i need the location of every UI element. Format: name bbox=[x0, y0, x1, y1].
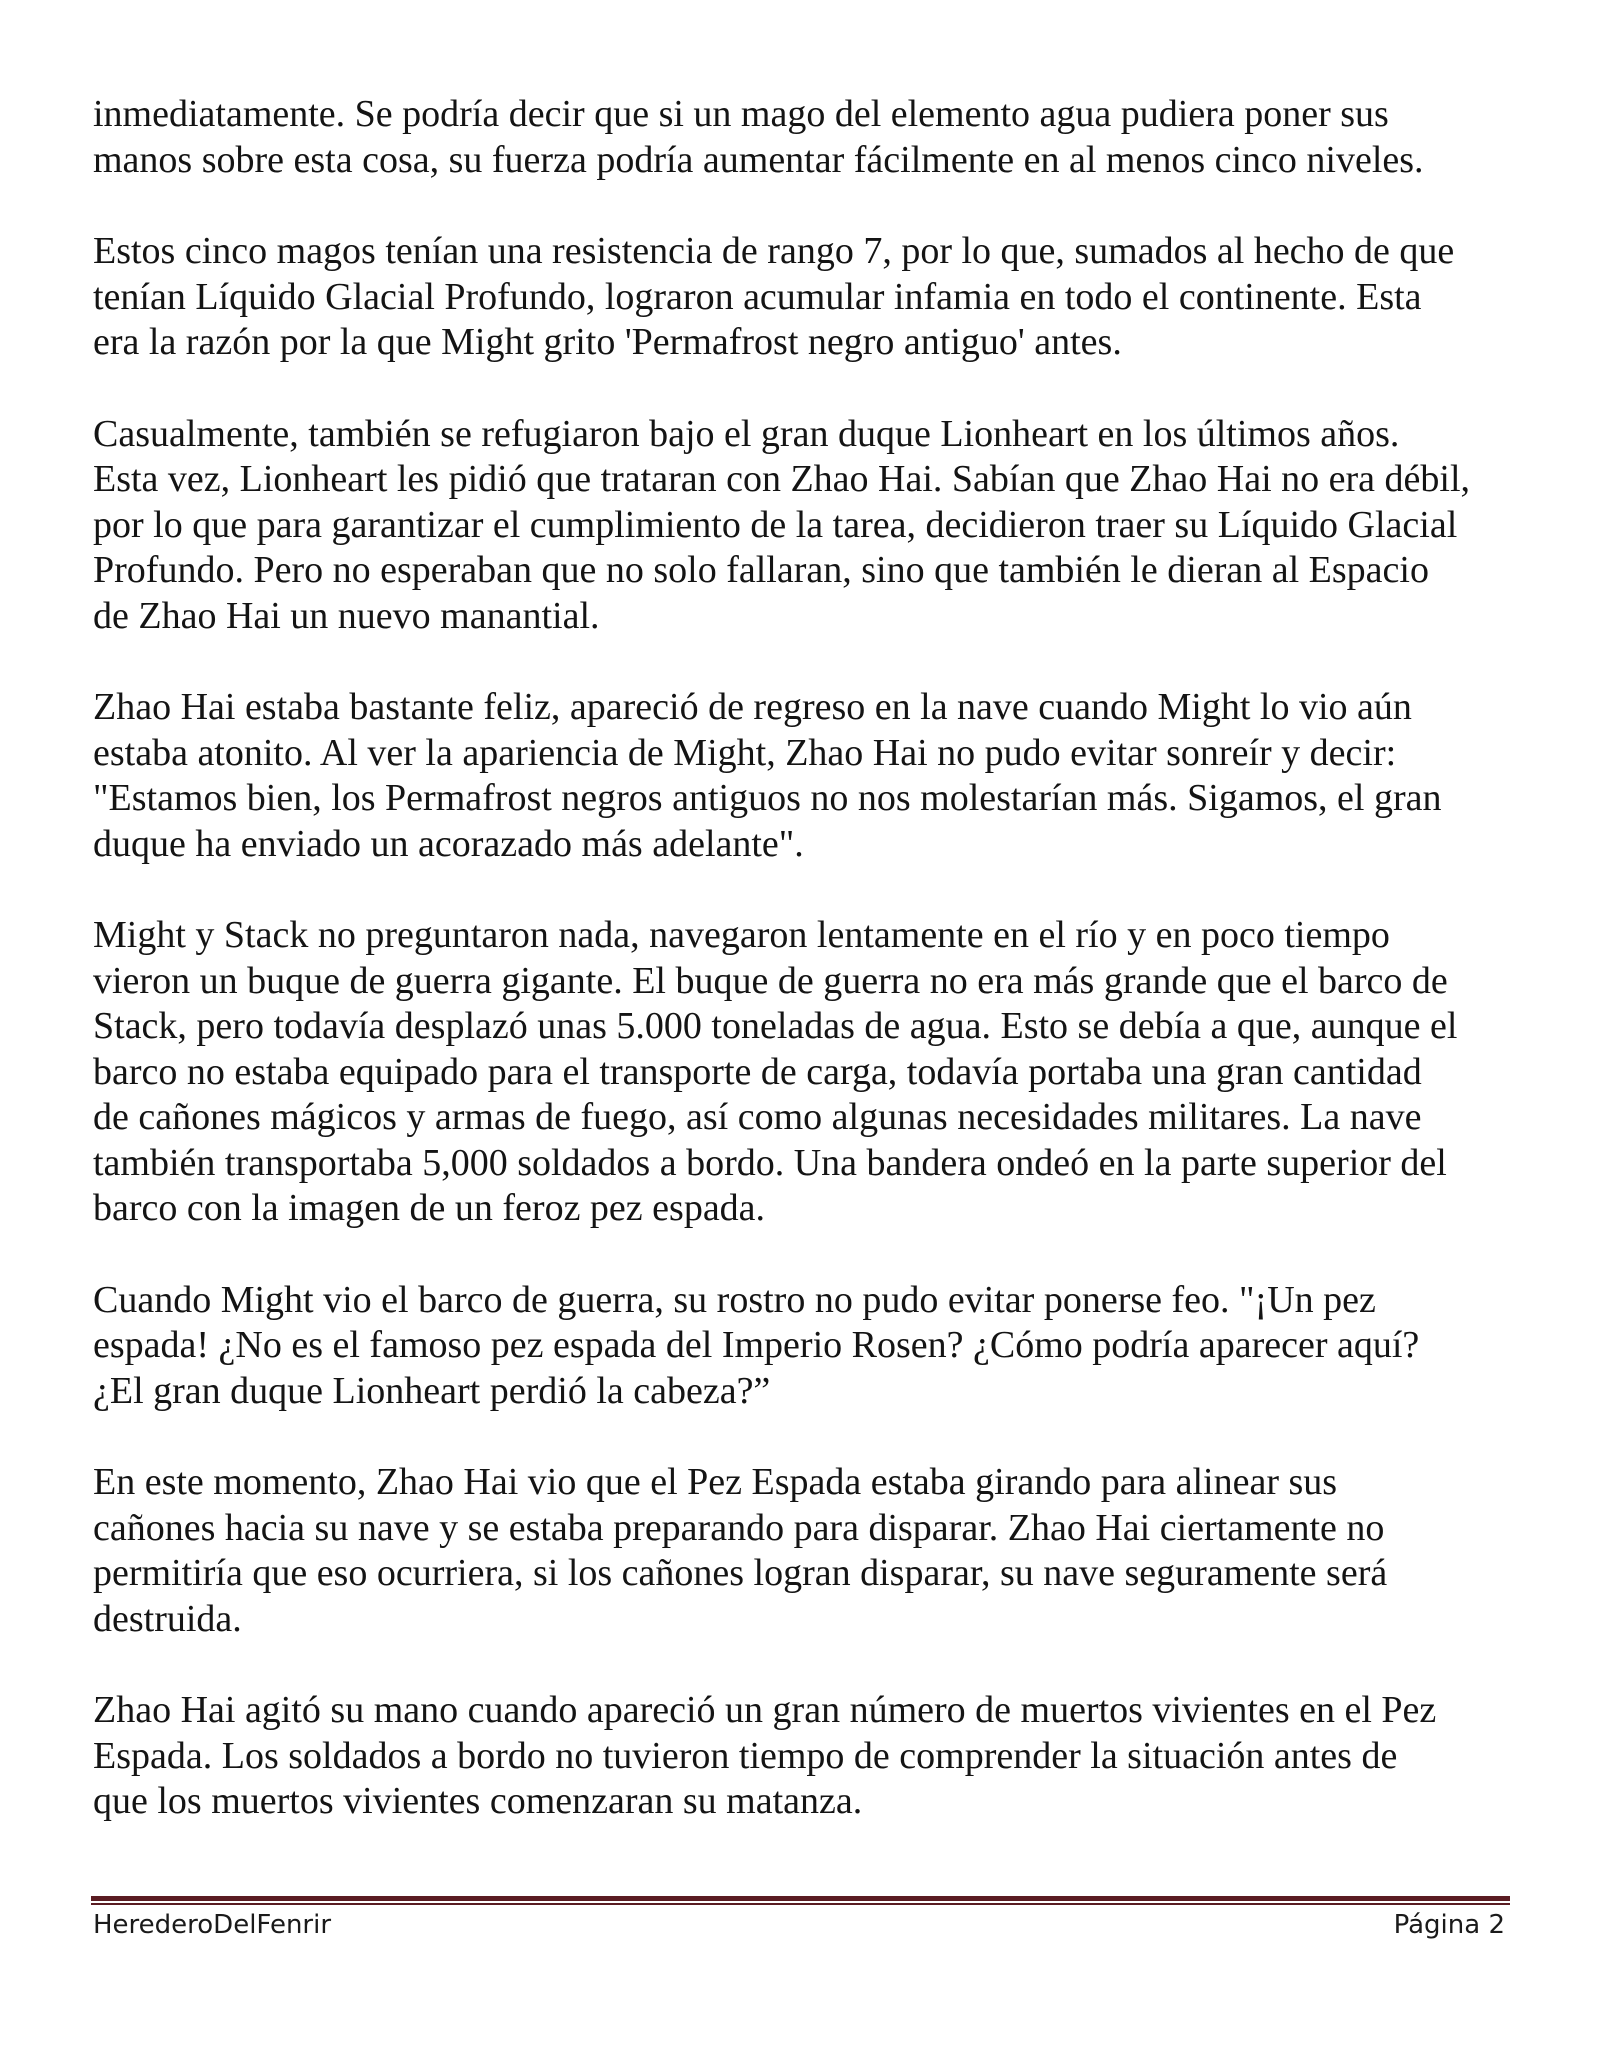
paragraph: inmediatamente. Se podría decir que si un mago del elemento agua pudiera poner sus manos sobre esta cosa, su fuerza podría aumentar fácilmente en al menos cinco niveles. bbox=[93, 93, 1424, 181]
footer-divider-thick-line bbox=[91, 1896, 1510, 1901]
paragraph: Cuando Might vio el barco de guerra, su rostro no pudo evitar ponerse feo. "¡Un pez espada! ¿No es el famoso pez espada del Imperio Rosen? ¿Cómo podría aparecer aquí? ¿El gran duque Lionheart perdió la cabeza?” bbox=[93, 1278, 1420, 1412]
footer-divider-thin-line bbox=[91, 1903, 1510, 1905]
paragraph: Estos cinco magos tenían una resistencia de rango 7, por lo que, sumados al hecho de que tenían Líquido Glacial Profundo, lograron acumular infamia en todo el continente. Esta era la razón por la que Might grito 'Permafrost negro antiguo' antes. bbox=[93, 230, 1455, 363]
paragraph: Might y Stack no preguntaron nada, navegaron lentamente en el río y en poco tiempo vieron un buque de guerra gigante. El buque de guerra no era más grande que el barco de Stack, pero todavía desplazó unas 5.000 toneladas de agua. Esto se debía a que, aunque el barco no estaba equipado para el transporte de carga, todavía portaba una gran cantidad de cañones mágicos y armas de fuego, así como algunas necesidades militares. La nave también transportaba 5,000 soldados a bordo. Una bandera ondeó en la parte superior del barco con la imagen de un feroz pez espada. bbox=[93, 914, 1458, 1229]
paragraph: Zhao Hai agitó su mano cuando apareció un gran número de muertos vivientes en el Pez Espada. Los soldados a bordo no tuvieron tiempo de comprender la situación antes de que los muertos vivientes comenzaran su matanza. bbox=[93, 1689, 1437, 1822]
body-text bbox=[93, 92, 1533, 1871]
paragraph: En este momento, Zhao Hai vio que el Pez Espada estaba girando para alinear sus cañones hacia su nave y se estaba preparando para disparar. Zhao Hai ciertamente no permitiría que eso ocurriera, si los cañones logran disparar, su nave seguramente será destruida. bbox=[93, 1461, 1388, 1640]
paragraph: Zhao Hai estaba bastante feliz, apareció de regreso en la nave cuando Might lo vio aún estaba atonito. Al ver la apariencia de Might, Zhao Hai no pudo evitar sonreír y decir: "Estamos bien, los Permafrost negros antiguos no nos molestarían más. Sigamos, el gran duque ha enviado un acorazado más adelante". bbox=[93, 686, 1442, 865]
paragraph: Casualmente, también se refugiaron bajo el gran duque Lionheart en los últimos años. Esta vez, Lionheart les pidió que trataran con Zhao Hai. Sabían que Zhao Hai no era débil, por lo que para garantizar el cumplimiento de la tarea, decidieron traer su Líquido Glacial Profundo. Pero no esperaban que no solo fallaran, sino que también le dieran al Espacio de Zhao Hai un nuevo manantial. bbox=[93, 412, 1470, 637]
footer-author: HerederoDelFenrir bbox=[93, 1910, 332, 1940]
footer-page-number: Página 2 bbox=[1393, 1910, 1505, 1940]
footer-divider bbox=[91, 1896, 1510, 1905]
